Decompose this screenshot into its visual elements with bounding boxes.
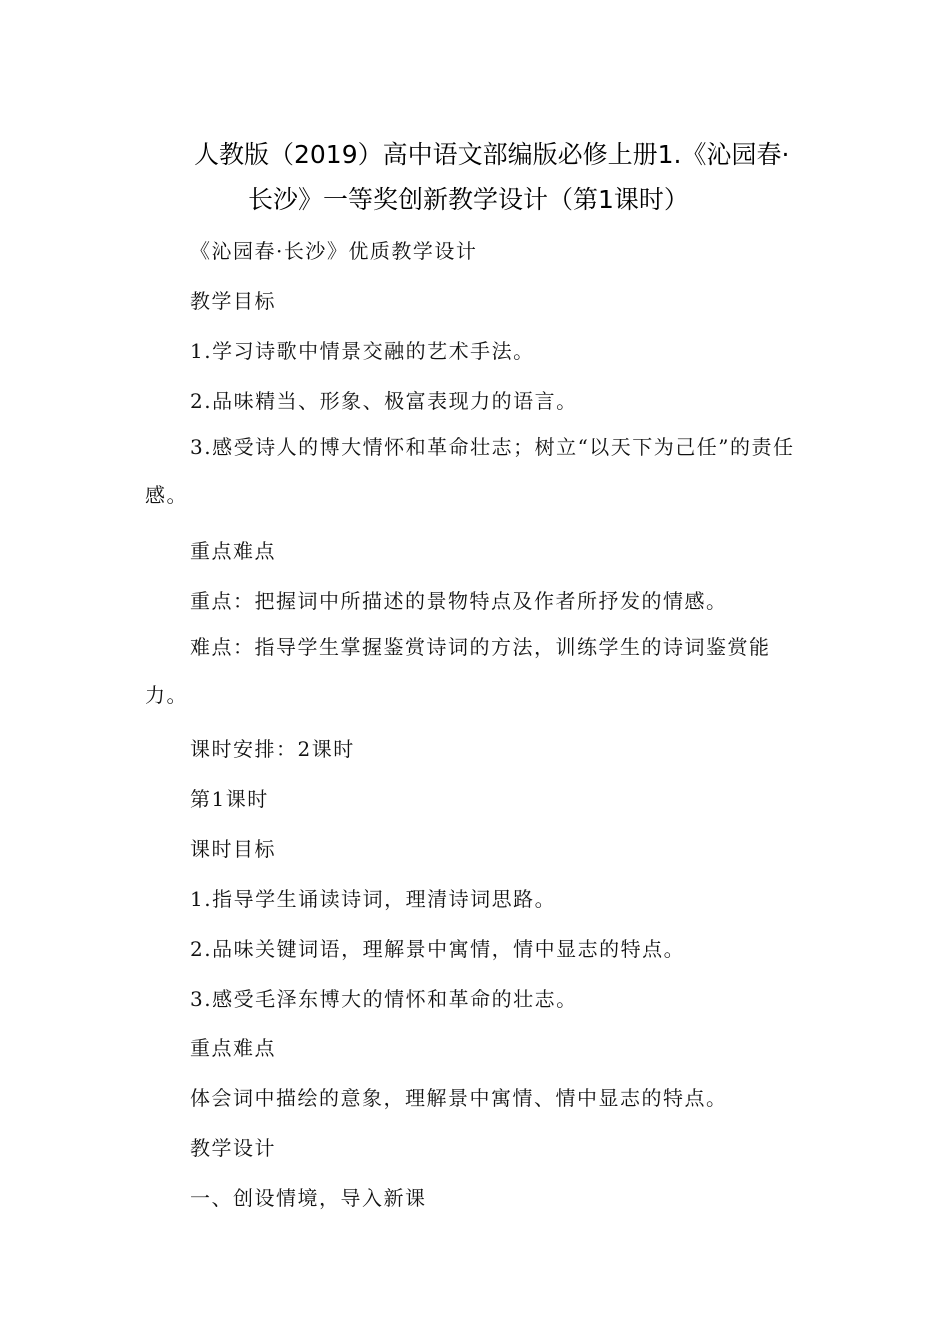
- paragraph-goal-2: 2.品味精当、形象、极富表现力的语言。: [190, 389, 578, 413]
- paragraph-difficult-point: 难点：指导学生掌握鉴赏诗词的方法，训练学生的诗词鉴赏能力。: [145, 635, 771, 707]
- heading-teaching-goals: 教学目标: [190, 289, 276, 313]
- heading-teaching-design: 教学设计: [190, 1136, 276, 1160]
- document-title-line-2: 长沙》一等奖创新教学设计（第1课时）: [248, 185, 689, 214]
- heading-key-points: 重点难点: [190, 539, 276, 563]
- paragraph-lesson-key-point: 体会词中描绘的意象，理解景中寓情、情中显志的特点。: [190, 1086, 728, 1110]
- paragraph-class-schedule: 课时安排：2课时: [190, 737, 355, 761]
- paragraph-lesson-goal-1: 1.指导学生诵读诗词，理清诗词思路。: [190, 887, 557, 911]
- heading-lesson-1: 第1课时: [190, 787, 269, 811]
- document-title-line-1: 人教版（2019）高中语文部编版必修上册1.《沁园春·: [194, 140, 790, 169]
- paragraph-lesson-goal-3: 3.感受毛泽东博大的情怀和革命的壮志。: [190, 987, 578, 1011]
- heading-lesson-goals: 课时目标: [190, 837, 276, 861]
- paragraph-goal-1: 1.学习诗歌中情景交融的艺术手法。: [190, 339, 535, 363]
- heading-section-1: 一、创设情境，导入新课: [190, 1186, 427, 1210]
- paragraph-key-point: 重点：把握词中所描述的景物特点及作者所抒发的情感。: [190, 589, 728, 613]
- paragraph-goal-3: 3.感受诗人的博大情怀和革命壮志；树立“以天下为己任”的责任感。: [145, 435, 795, 507]
- heading-lesson-key-points: 重点难点: [190, 1036, 276, 1060]
- paragraph-lesson-goal-2: 2.品味关键词语，理解景中寓情，情中显志的特点。: [190, 937, 686, 961]
- paragraph-subtitle: 《沁园春·长沙》优质教学设计: [190, 239, 478, 263]
